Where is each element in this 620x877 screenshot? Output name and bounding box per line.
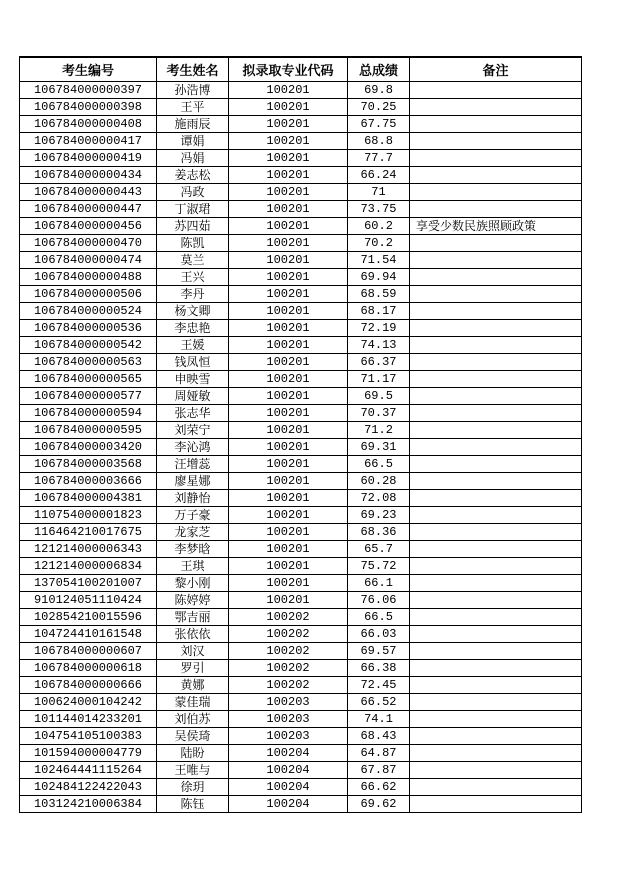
candidate-id-cell: 106784000000419 xyxy=(20,150,157,167)
major-code-cell: 100201 xyxy=(229,218,348,235)
remarks-cell xyxy=(410,405,582,422)
remarks-cell xyxy=(410,558,582,575)
candidate-id-cell: 104754105100383 xyxy=(20,728,157,745)
candidate-name-cell: 丁淑珺 xyxy=(157,201,229,218)
remarks-cell xyxy=(410,660,582,677)
total-score-cell: 71.17 xyxy=(348,371,410,388)
major-code-cell: 100201 xyxy=(229,320,348,337)
total-score-cell: 69.94 xyxy=(348,269,410,286)
candidate-id-cell: 106784000000398 xyxy=(20,99,157,116)
table-row xyxy=(20,490,582,507)
candidate-id-cell: 102854210015596 xyxy=(20,609,157,626)
candidate-id-cell: 106784000000536 xyxy=(20,320,157,337)
table-row xyxy=(20,643,582,660)
table-row xyxy=(20,201,582,218)
table-row xyxy=(20,541,582,558)
remarks-cell xyxy=(410,643,582,660)
major-code-cell: 100202 xyxy=(229,643,348,660)
total-score-cell: 76.06 xyxy=(348,592,410,609)
remarks-cell xyxy=(410,252,582,269)
candidate-id-cell: 103124210006384 xyxy=(20,796,157,813)
candidate-id-cell: 106784000000397 xyxy=(20,82,157,99)
major-code-cell: 100201 xyxy=(229,337,348,354)
remarks-cell xyxy=(410,507,582,524)
candidate-id-cell: 121214000006343 xyxy=(20,541,157,558)
candidate-id-cell: 106784000000542 xyxy=(20,337,157,354)
candidate-id-cell: 106784000000577 xyxy=(20,388,157,405)
total-score-cell: 72.08 xyxy=(348,490,410,507)
candidate-id-cell: 121214000006834 xyxy=(20,558,157,575)
table-row xyxy=(20,133,582,150)
major-code-cell: 100202 xyxy=(229,660,348,677)
table-row xyxy=(20,354,582,371)
remarks-cell xyxy=(410,762,582,779)
candidate-id-cell: 106784000000594 xyxy=(20,405,157,422)
candidate-name-cell: 汪增蕊 xyxy=(157,456,229,473)
total-score-cell: 68.43 xyxy=(348,728,410,745)
table-row xyxy=(20,796,582,813)
table-row xyxy=(20,150,582,167)
table-row xyxy=(20,184,582,201)
candidate-id-cell: 106784000003568 xyxy=(20,456,157,473)
total-score-cell: 69.8 xyxy=(348,82,410,99)
major-code-cell: 100202 xyxy=(229,609,348,626)
table-row xyxy=(20,218,582,235)
table-row xyxy=(20,626,582,643)
candidate-id-cell: 102464441115264 xyxy=(20,762,157,779)
major-code-cell: 100201 xyxy=(229,133,348,150)
major-code-cell: 100201 xyxy=(229,252,348,269)
major-code-cell: 100201 xyxy=(229,269,348,286)
candidate-name-cell: 刘荣宁 xyxy=(157,422,229,439)
remarks-cell xyxy=(410,524,582,541)
candidate-name-cell: 刘伯苏 xyxy=(157,711,229,728)
candidate-name-cell: 莫兰 xyxy=(157,252,229,269)
remarks-cell xyxy=(410,337,582,354)
candidate-name-cell: 吴侯琦 xyxy=(157,728,229,745)
header-total-score: 总成绩 xyxy=(348,57,410,82)
remarks-cell xyxy=(410,728,582,745)
candidate-id-cell: 106784000000618 xyxy=(20,660,157,677)
total-score-cell: 69.5 xyxy=(348,388,410,405)
total-score-cell: 70.37 xyxy=(348,405,410,422)
total-score-cell: 64.87 xyxy=(348,745,410,762)
total-score-cell: 71.54 xyxy=(348,252,410,269)
major-code-cell: 100201 xyxy=(229,405,348,422)
candidate-name-cell: 王媛 xyxy=(157,337,229,354)
candidate-name-cell: 孙浩博 xyxy=(157,82,229,99)
remarks-cell xyxy=(410,422,582,439)
candidate-name-cell: 陈钰 xyxy=(157,796,229,813)
candidate-id-cell: 106784000000595 xyxy=(20,422,157,439)
table-row xyxy=(20,558,582,575)
total-score-cell: 72.45 xyxy=(348,677,410,694)
candidate-name-cell: 刘静怡 xyxy=(157,490,229,507)
major-code-cell: 100201 xyxy=(229,235,348,252)
remarks-cell xyxy=(410,439,582,456)
candidate-name-cell: 谭娟 xyxy=(157,133,229,150)
total-score-cell: 67.87 xyxy=(348,762,410,779)
total-score-cell: 75.72 xyxy=(348,558,410,575)
candidate-name-cell: 钱凤恒 xyxy=(157,354,229,371)
admission-table xyxy=(19,56,582,813)
candidate-id-cell: 106784000000666 xyxy=(20,677,157,694)
table-row xyxy=(20,609,582,626)
major-code-cell: 100203 xyxy=(229,728,348,745)
candidate-name-cell: 陈婷婷 xyxy=(157,592,229,609)
remarks-cell xyxy=(410,473,582,490)
remarks-cell xyxy=(410,694,582,711)
admission-list-sheet xyxy=(19,56,582,813)
candidate-id-cell: 106784000000408 xyxy=(20,116,157,133)
total-score-cell: 66.5 xyxy=(348,456,410,473)
remarks-cell xyxy=(410,269,582,286)
candidate-name-cell: 陆盼 xyxy=(157,745,229,762)
major-code-cell: 100201 xyxy=(229,490,348,507)
total-score-cell: 70.2 xyxy=(348,235,410,252)
header-row xyxy=(20,57,582,82)
total-score-cell: 72.19 xyxy=(348,320,410,337)
candidate-id-cell: 910124051110424 xyxy=(20,592,157,609)
candidate-name-cell: 苏四茹 xyxy=(157,218,229,235)
total-score-cell: 68.17 xyxy=(348,303,410,320)
table-row xyxy=(20,711,582,728)
major-code-cell: 100203 xyxy=(229,694,348,711)
remarks-cell xyxy=(410,354,582,371)
table-row xyxy=(20,439,582,456)
total-score-cell: 69.57 xyxy=(348,643,410,660)
remarks-cell xyxy=(410,575,582,592)
table-row xyxy=(20,252,582,269)
candidate-name-cell: 张志华 xyxy=(157,405,229,422)
remarks-cell xyxy=(410,745,582,762)
candidate-id-cell: 106784000000474 xyxy=(20,252,157,269)
candidate-id-cell: 106784000003666 xyxy=(20,473,157,490)
remarks-cell xyxy=(410,609,582,626)
table-row xyxy=(20,524,582,541)
total-score-cell: 69.62 xyxy=(348,796,410,813)
total-score-cell: 66.03 xyxy=(348,626,410,643)
candidate-name-cell: 冯娟 xyxy=(157,150,229,167)
table-row xyxy=(20,575,582,592)
table-row xyxy=(20,694,582,711)
table-row xyxy=(20,677,582,694)
major-code-cell: 100201 xyxy=(229,575,348,592)
remarks-cell xyxy=(410,677,582,694)
total-score-cell: 70.25 xyxy=(348,99,410,116)
candidate-name-cell: 申映雪 xyxy=(157,371,229,388)
table-row xyxy=(20,371,582,388)
major-code-cell: 100201 xyxy=(229,167,348,184)
candidate-name-cell: 李丹 xyxy=(157,286,229,303)
total-score-cell: 66.52 xyxy=(348,694,410,711)
header-candidate-name: 考生姓名 xyxy=(157,57,229,82)
candidate-id-cell: 106784000000417 xyxy=(20,133,157,150)
header-remarks: 备注 xyxy=(410,57,582,82)
remarks-cell: 享受少数民族照顾政策 xyxy=(410,218,582,235)
major-code-cell: 100204 xyxy=(229,796,348,813)
major-code-cell: 100201 xyxy=(229,422,348,439)
remarks-cell xyxy=(410,490,582,507)
total-score-cell: 60.28 xyxy=(348,473,410,490)
table-row xyxy=(20,456,582,473)
candidate-id-cell: 100624000104242 xyxy=(20,694,157,711)
total-score-cell: 68.36 xyxy=(348,524,410,541)
major-code-cell: 100201 xyxy=(229,439,348,456)
major-code-cell: 100201 xyxy=(229,286,348,303)
table-row xyxy=(20,303,582,320)
table-row xyxy=(20,286,582,303)
major-code-cell: 100202 xyxy=(229,677,348,694)
candidate-id-cell: 106784000000470 xyxy=(20,235,157,252)
major-code-cell: 100201 xyxy=(229,558,348,575)
table-row xyxy=(20,745,582,762)
table-row xyxy=(20,388,582,405)
candidate-id-cell: 101594000004779 xyxy=(20,745,157,762)
total-score-cell: 66.37 xyxy=(348,354,410,371)
major-code-cell: 100201 xyxy=(229,150,348,167)
candidate-name-cell: 冯政 xyxy=(157,184,229,201)
major-code-cell: 100201 xyxy=(229,303,348,320)
major-code-cell: 100202 xyxy=(229,626,348,643)
candidate-id-cell: 106784000000443 xyxy=(20,184,157,201)
major-code-cell: 100204 xyxy=(229,762,348,779)
candidate-name-cell: 黄娜 xyxy=(157,677,229,694)
remarks-cell xyxy=(410,541,582,558)
major-code-cell: 100201 xyxy=(229,116,348,133)
major-code-cell: 100201 xyxy=(229,541,348,558)
candidate-id-cell: 106784000000447 xyxy=(20,201,157,218)
total-score-cell: 65.7 xyxy=(348,541,410,558)
major-code-cell: 100201 xyxy=(229,201,348,218)
table-row xyxy=(20,320,582,337)
candidate-name-cell: 李沁鸿 xyxy=(157,439,229,456)
total-score-cell: 69.31 xyxy=(348,439,410,456)
remarks-cell xyxy=(410,779,582,796)
table-row xyxy=(20,422,582,439)
candidate-name-cell: 周娅敏 xyxy=(157,388,229,405)
table-row xyxy=(20,235,582,252)
candidate-name-cell: 龙家芝 xyxy=(157,524,229,541)
candidate-name-cell: 王兴 xyxy=(157,269,229,286)
table-row xyxy=(20,507,582,524)
total-score-cell: 66.5 xyxy=(348,609,410,626)
candidate-id-cell: 116464210017675 xyxy=(20,524,157,541)
remarks-cell xyxy=(410,796,582,813)
total-score-cell: 66.1 xyxy=(348,575,410,592)
total-score-cell: 69.23 xyxy=(348,507,410,524)
major-code-cell: 100201 xyxy=(229,473,348,490)
candidate-id-cell: 102484122422043 xyxy=(20,779,157,796)
remarks-cell xyxy=(410,201,582,218)
candidate-id-cell: 106784000000563 xyxy=(20,354,157,371)
remarks-cell xyxy=(410,286,582,303)
candidate-name-cell: 陈凯 xyxy=(157,235,229,252)
candidate-name-cell: 万子豪 xyxy=(157,507,229,524)
total-score-cell: 66.62 xyxy=(348,779,410,796)
candidate-name-cell: 施雨辰 xyxy=(157,116,229,133)
candidate-name-cell: 廖星娜 xyxy=(157,473,229,490)
candidate-id-cell: 106784000003420 xyxy=(20,439,157,456)
candidate-name-cell: 李忠艳 xyxy=(157,320,229,337)
total-score-cell: 60.2 xyxy=(348,218,410,235)
candidate-name-cell: 刘汉 xyxy=(157,643,229,660)
remarks-cell xyxy=(410,116,582,133)
total-score-cell: 68.59 xyxy=(348,286,410,303)
candidate-name-cell: 王琪 xyxy=(157,558,229,575)
table-row xyxy=(20,762,582,779)
remarks-cell xyxy=(410,456,582,473)
candidate-id-cell: 104724410161548 xyxy=(20,626,157,643)
candidate-id-cell: 101144014233201 xyxy=(20,711,157,728)
candidate-id-cell: 106784000000456 xyxy=(20,218,157,235)
candidate-id-cell: 110754000001823 xyxy=(20,507,157,524)
remarks-cell xyxy=(410,82,582,99)
remarks-cell xyxy=(410,303,582,320)
major-code-cell: 100201 xyxy=(229,354,348,371)
candidate-name-cell: 杨文卿 xyxy=(157,303,229,320)
total-score-cell: 71.2 xyxy=(348,422,410,439)
major-code-cell: 100201 xyxy=(229,184,348,201)
candidate-id-cell: 106784000000565 xyxy=(20,371,157,388)
major-code-cell: 100203 xyxy=(229,711,348,728)
candidate-name-cell: 王唯与 xyxy=(157,762,229,779)
major-code-cell: 100201 xyxy=(229,388,348,405)
remarks-cell xyxy=(410,167,582,184)
candidate-name-cell: 徐玥 xyxy=(157,779,229,796)
remarks-cell xyxy=(410,320,582,337)
table-row xyxy=(20,779,582,796)
table-row xyxy=(20,473,582,490)
total-score-cell: 68.8 xyxy=(348,133,410,150)
remarks-cell xyxy=(410,99,582,116)
total-score-cell: 74.1 xyxy=(348,711,410,728)
remarks-cell xyxy=(410,592,582,609)
candidate-name-cell: 李梦晗 xyxy=(157,541,229,558)
major-code-cell: 100204 xyxy=(229,745,348,762)
table-row xyxy=(20,592,582,609)
table-row xyxy=(20,405,582,422)
candidate-id-cell: 106784000000434 xyxy=(20,167,157,184)
table-row xyxy=(20,269,582,286)
remarks-cell xyxy=(410,184,582,201)
header-candidate-id: 考生编号 xyxy=(20,57,157,82)
major-code-cell: 100201 xyxy=(229,371,348,388)
total-score-cell: 77.7 xyxy=(348,150,410,167)
candidate-name-cell: 蒙佳瑞 xyxy=(157,694,229,711)
remarks-cell xyxy=(410,711,582,728)
candidate-id-cell: 106784000000524 xyxy=(20,303,157,320)
major-code-cell: 100201 xyxy=(229,82,348,99)
major-code-cell: 100204 xyxy=(229,779,348,796)
candidate-name-cell: 鄂吉丽 xyxy=(157,609,229,626)
table-row xyxy=(20,167,582,184)
total-score-cell: 74.13 xyxy=(348,337,410,354)
total-score-cell: 67.75 xyxy=(348,116,410,133)
candidate-name-cell: 罗引 xyxy=(157,660,229,677)
header-major-code: 拟录取专业代码 xyxy=(229,57,348,82)
table-row xyxy=(20,116,582,133)
remarks-cell xyxy=(410,235,582,252)
major-code-cell: 100201 xyxy=(229,99,348,116)
major-code-cell: 100201 xyxy=(229,456,348,473)
candidate-id-cell: 106784000000607 xyxy=(20,643,157,660)
total-score-cell: 66.24 xyxy=(348,167,410,184)
table-body xyxy=(20,82,582,813)
total-score-cell: 73.75 xyxy=(348,201,410,218)
table-row xyxy=(20,82,582,99)
candidate-id-cell: 106784000000488 xyxy=(20,269,157,286)
candidate-id-cell: 106784000000506 xyxy=(20,286,157,303)
candidate-name-cell: 姜志松 xyxy=(157,167,229,184)
candidate-name-cell: 张依依 xyxy=(157,626,229,643)
total-score-cell: 71 xyxy=(348,184,410,201)
remarks-cell xyxy=(410,371,582,388)
major-code-cell: 100201 xyxy=(229,507,348,524)
remarks-cell xyxy=(410,626,582,643)
table-row xyxy=(20,99,582,116)
remarks-cell xyxy=(410,388,582,405)
table-row xyxy=(20,728,582,745)
candidate-name-cell: 王平 xyxy=(157,99,229,116)
remarks-cell xyxy=(410,133,582,150)
major-code-cell: 100201 xyxy=(229,592,348,609)
candidate-name-cell: 黎小刚 xyxy=(157,575,229,592)
table-row xyxy=(20,660,582,677)
candidate-id-cell: 106784000004381 xyxy=(20,490,157,507)
remarks-cell xyxy=(410,150,582,167)
candidate-id-cell: 137054100201007 xyxy=(20,575,157,592)
table-row xyxy=(20,337,582,354)
major-code-cell: 100201 xyxy=(229,524,348,541)
total-score-cell: 66.38 xyxy=(348,660,410,677)
